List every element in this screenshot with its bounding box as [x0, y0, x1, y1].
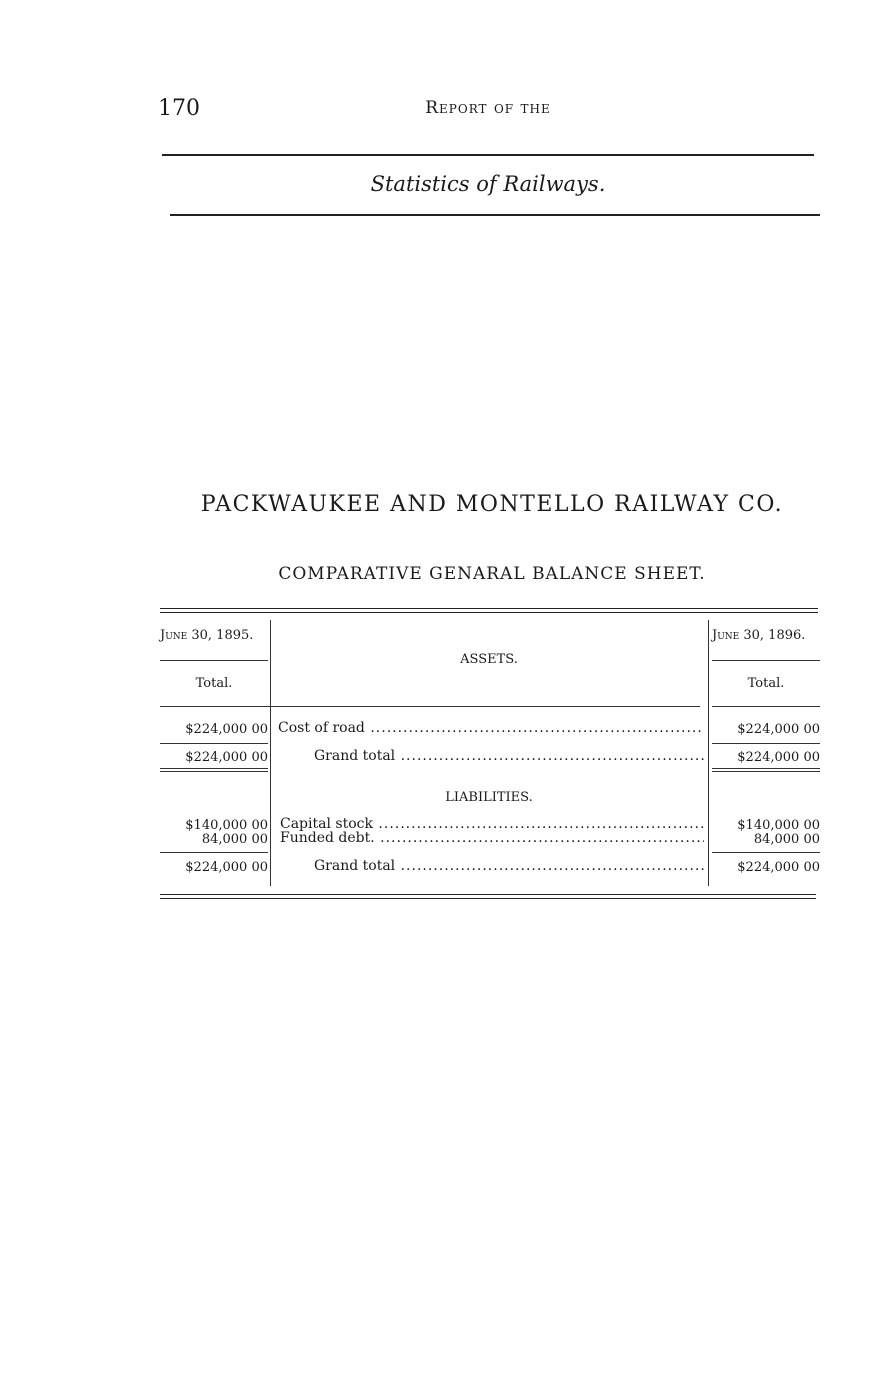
- assets-heading: ASSETS.: [460, 652, 518, 667]
- right-total-header: Total.: [747, 676, 785, 691]
- liability-right-value-1: $140,000 00: [737, 818, 820, 833]
- liability-left-value-1: $140,000 00: [185, 818, 268, 833]
- asset-label: Cost of road .....: [278, 720, 704, 736]
- assets-total-left: $224,000 00: [185, 750, 268, 765]
- liabilities-total-left: $224,000 00: [185, 860, 268, 875]
- header-bottom-rule-right: [712, 706, 820, 707]
- liability-left-value-2: 84,000 00: [201, 832, 268, 847]
- subtitle-rule: [170, 214, 820, 216]
- running-title: Report of the: [425, 98, 551, 118]
- section-subtitle: Statistics of Railways.: [370, 172, 606, 196]
- left-total-header: Total.: [195, 676, 233, 691]
- right-header-rule: [712, 660, 820, 661]
- left-header-rule: [160, 660, 268, 661]
- liabilities-total-right: $224,000 00: [737, 860, 820, 875]
- column-divider-left: [270, 620, 271, 886]
- right-date-header: June 30, 1896.: [712, 628, 806, 643]
- liabilities-total-label: Grand total .....: [314, 858, 704, 874]
- sheet-title: COMPARATIVE GENARAL BALANCE SHEET.: [278, 564, 706, 584]
- asset-sum-rule-left: [160, 743, 268, 744]
- asset-left-value: $224,000 00: [185, 722, 268, 737]
- column-divider-right: [708, 620, 709, 886]
- asset-right-value: $224,000 00: [737, 722, 820, 737]
- table-top-rule: [160, 608, 818, 613]
- assets-total-double-rule-left: [160, 768, 268, 772]
- assets-total-right: $224,000 00: [737, 750, 820, 765]
- header-rule: [162, 154, 814, 156]
- company-name: PACKWAUKEE AND MONTELLO RAILWAY CO.: [200, 492, 784, 517]
- asset-sum-rule-right: [712, 743, 820, 744]
- left-date-header: June 30, 1895.: [160, 628, 254, 643]
- liability-label-1: Capital stock .....: [280, 816, 704, 832]
- assets-total-double-rule-right: [712, 768, 820, 772]
- table-bottom-rule: [160, 894, 816, 899]
- header-bottom-rule-left: [160, 706, 700, 707]
- liability-sum-rule-right: [712, 852, 820, 853]
- liabilities-heading: LIABILITIES.: [445, 790, 533, 805]
- assets-total-label: Grand total .....: [314, 748, 704, 764]
- page-number: 170: [158, 96, 200, 121]
- liability-label-2: Funded debt. .....: [280, 830, 704, 846]
- liability-right-value-2: 84,000 00: [753, 832, 820, 847]
- liability-sum-rule-left: [160, 852, 268, 853]
